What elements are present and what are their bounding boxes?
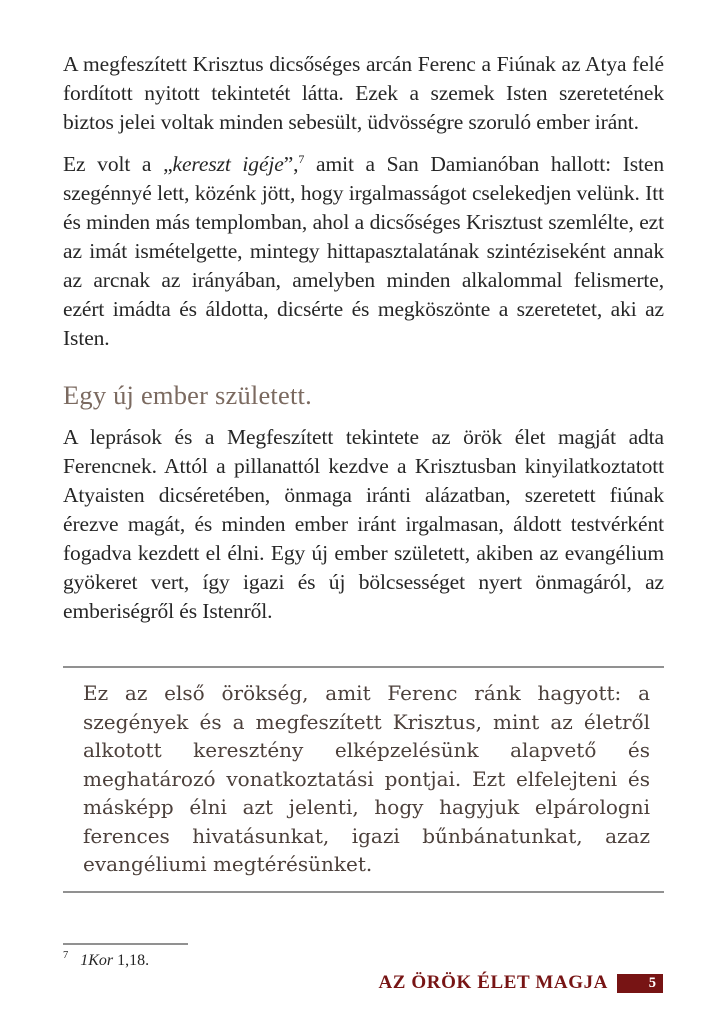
- page-content: [63, 50, 664, 971]
- footnote-divider: [63, 943, 188, 945]
- paragraph-2: [63, 150, 664, 353]
- paragraph-text: Ez volt a „: [63, 152, 173, 176]
- paragraph-text: amit a San Damianóban hallott: Isten szegénnyé lett, közénk jött, hogy irgalmasságot cselekedjen velünk. Itt és minden más templomban, ahol a dicsőséges Krisztust szemlélte, ezt az imát ismételgette, mintegy hittapasztalatának szintéziseként annak az arcnak az irányában, amelyben minden alkalommal felismerte, ezért imádta és áldotta, dicsérte és megköszönte a szeretetet, aki az Isten.: [63, 152, 664, 350]
- footnote-area: [63, 943, 664, 971]
- section-heading: Egy új ember született.: [63, 380, 312, 410]
- pull-quote-block: [63, 666, 664, 893]
- italic-phrase: kereszt igéje: [172, 152, 284, 176]
- quote-bottom-divider: [63, 891, 664, 893]
- paragraph-3: A leprások és a Megfeszített tekintete az örök élet magját adta Ferencnek. Attól a pillanattól kezdve a Krisztusban kinyilatkoztatott Atyaisten dicséretében, önmaga iránti alázatban, szeretett fiúnak érezve magát, és minden ember iránt irgalmasan, áldott testvérként fogadva kezdett el élni. Egy új ember született, akiben az evangélium gyökeret vert, így igazi és új bölcsességet nyert önmagáról, az emberiségről és Istenről.: [63, 425, 664, 623]
- footnote: [63, 951, 664, 971]
- page-footer: [378, 972, 663, 994]
- footnote-text: 1,18.: [113, 951, 150, 969]
- footnote-reference-mark: 7: [298, 151, 305, 166]
- paragraph-1: A megfeszített Krisztus dicsőséges arcán Ferenc a Fiúnak az Atya felé fordított nyitott tekintetét látta. Ezek a szemek Isten szeretetének biztos jelei voltak minden sebesült, üdvösségre szoruló ember iránt.: [63, 52, 664, 134]
- quote-text: Ez az első örökség, amit Ferenc ránk hagyott: a szegények és a megfeszített Krisztus, mint az életről alkotott keresztény elképzelésünk alapvető és meghatározó vonatkoztatási pontjai. Ezt elfelejteni és másképp élni azt jelenti, hogy hagyjuk elpárologni ferences hivatásunkat, igazi bűnbánatunkat, azaz evangéliumi megtérésünket.: [83, 681, 650, 876]
- running-title: AZ ÖRÖK ÉLET MAGJA: [378, 972, 608, 993]
- page-number: 5: [648, 974, 656, 991]
- page-number-box: [617, 974, 663, 993]
- paragraph-text: ”,: [283, 152, 299, 176]
- footnote-marker: 7: [63, 950, 69, 962]
- footnote-source: 1Kor: [80, 951, 114, 969]
